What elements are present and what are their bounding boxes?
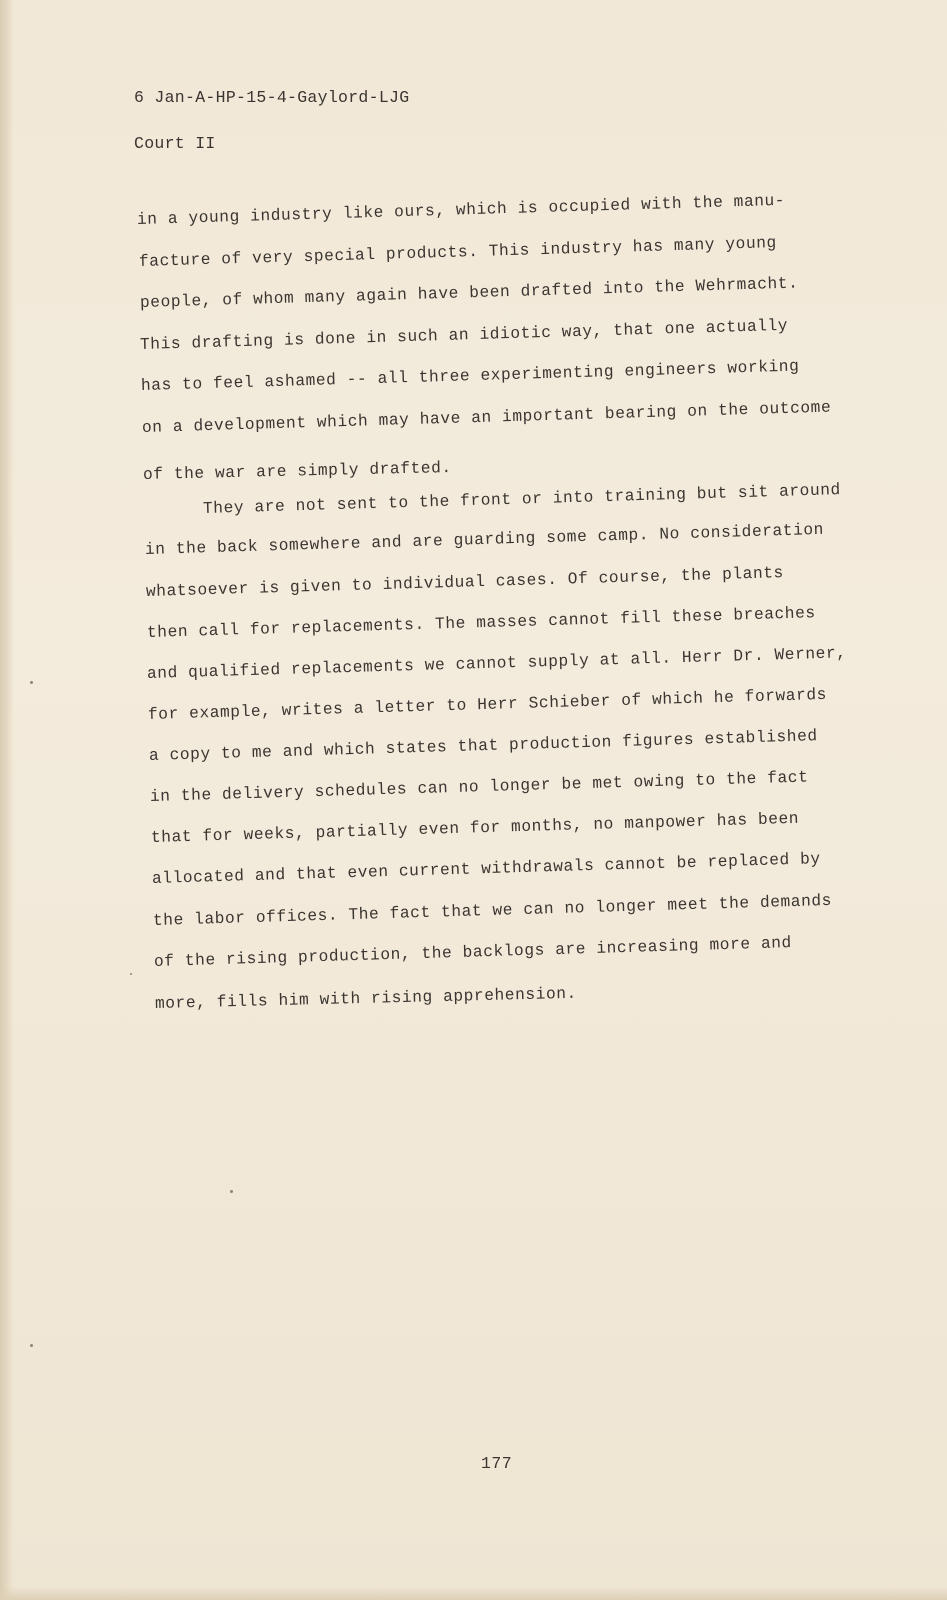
document-id: 6 Jan-A-HP-15-4-Gaylord-LJG	[134, 88, 410, 107]
body-line: in a young industry like ours, which is occupied with the manu-	[136, 190, 786, 229]
body-line: of the rising production, the backlogs are increasing more and	[153, 933, 793, 971]
body-line: This drafting is done in such an idiotic way, that one actually	[139, 315, 789, 354]
body-line: on a development which may have an important bearing on the outcome	[141, 397, 832, 437]
body-line: whatsoever is given to individual cases. Of course, the plants	[145, 563, 785, 601]
body-line: and qualified replacements we cannot supply at all. Herr Dr. Werner,	[146, 643, 847, 683]
body-line: has to feel ashamed -- all three experimenting engineers working	[140, 356, 800, 395]
body-line: in the delivery schedules can no longer be met owing to the fact	[149, 767, 809, 806]
paper-speck	[30, 681, 33, 684]
body-line: of the war are simply drafted.	[142, 457, 452, 484]
body-line: in the back somewhere and are guarding some camp. No consideration	[144, 519, 825, 559]
body-line: a copy to me and which states that production figures established	[148, 726, 818, 765]
page-number: 177	[481, 1454, 513, 1473]
page-bottom-edge	[0, 1586, 947, 1600]
body-line: the labor offices. The fact that we can no longer meet the demands	[152, 890, 833, 930]
body-line: for example, writes a letter to Herr Schieber of which he forwards	[147, 684, 828, 724]
body-line: that for weeks, partially even for months, no manpower has been	[150, 808, 800, 847]
body-line: allocated and that even current withdrawals cannot be replaced by	[151, 849, 821, 888]
paper-speck	[30, 1344, 33, 1347]
body-line: then call for replacements. The masses cannot fill these breaches	[146, 603, 816, 642]
body-line: They are not sent to the front or into training but sit around	[202, 480, 842, 518]
body-line: more, fills him with rising apprehension.	[154, 983, 578, 1013]
paper-speck	[130, 973, 132, 975]
paper-speck	[230, 1190, 233, 1193]
body-line: facture of very special products. This industry has many young	[138, 233, 778, 271]
page-binding-edge	[0, 0, 14, 1600]
body-line: people, of whom many again have been drafted into the Wehrmacht.	[139, 273, 799, 312]
court-label: Court II	[134, 134, 216, 153]
